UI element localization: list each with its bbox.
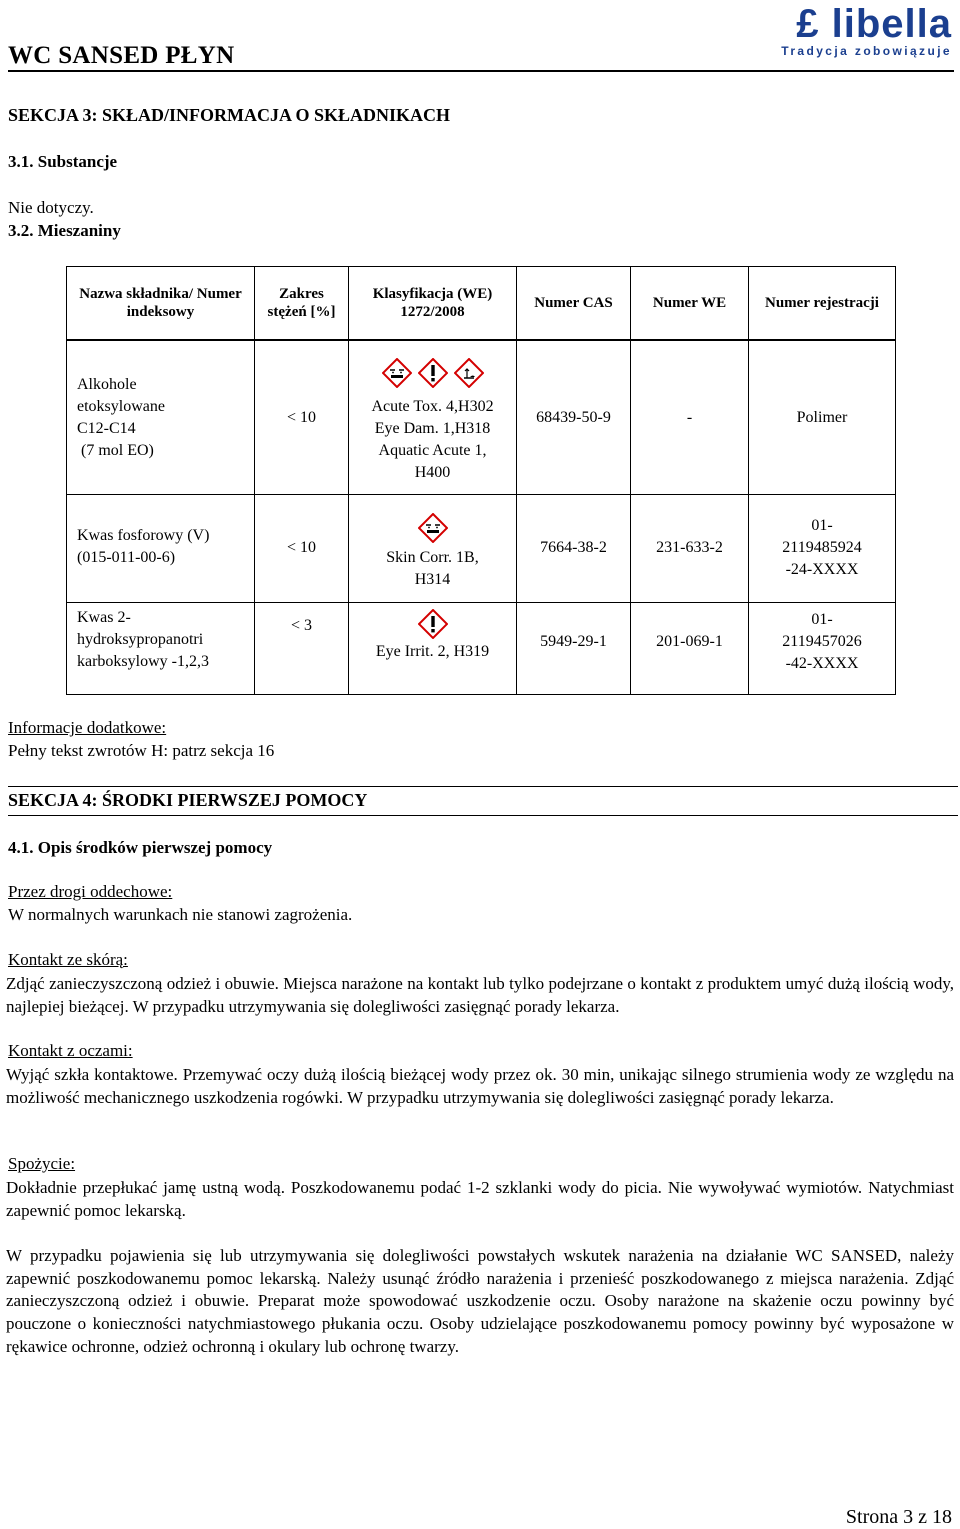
logo-wordmark: £ libella xyxy=(796,2,952,46)
cell-we: 201-069-1 xyxy=(631,603,749,695)
header-name: Nazwa składnika/ Numer indeksowy xyxy=(67,267,255,340)
table-row xyxy=(67,603,896,695)
cell-name xyxy=(67,495,255,603)
section-3-2-heading: 3.2. Mieszaniny xyxy=(8,221,121,240)
header-range: Zakres stężeń [%] xyxy=(255,267,349,340)
section-3-title: SEKCJA 3: SKŁAD/INFORMACJA O SKŁADNIKACH xyxy=(8,105,451,125)
composition-table xyxy=(66,266,896,695)
additional-info-label: Informacje dodatkowe: xyxy=(8,718,167,737)
pictogram-group xyxy=(353,609,512,641)
header-cas: Numer CAS xyxy=(517,267,631,340)
document-title: WC SANSED PŁYN xyxy=(8,42,235,69)
name-line: C12-C14 xyxy=(77,419,136,437)
header-we: Numer WE xyxy=(631,267,749,340)
header-classification: Klasyfikacja (WE) 1272/2008 xyxy=(349,267,517,340)
libella-logo xyxy=(762,4,952,58)
classification-line: H314 xyxy=(414,571,451,588)
cell-range: < 10 xyxy=(255,495,349,603)
cell-we: 231-633-2 xyxy=(631,495,749,603)
cell-name xyxy=(67,341,255,495)
registration-line: 01- xyxy=(811,611,833,628)
ingestion-text: Dokładnie przepłukać jamę ustną wodą. Poszkodowanemu podać 1-2 szklanki wody do picia. Nie wywoływać wymiotów. Natychmiast zapewnić pomoc lekarską. xyxy=(6,1178,954,1220)
table-row xyxy=(67,341,896,495)
section-3-1-text: Nie dotyczy. xyxy=(8,198,94,217)
cell-registration xyxy=(749,603,896,695)
cell-name xyxy=(67,603,255,695)
cell-cas: 5949-29-1 xyxy=(517,603,631,695)
classification-line: Aquatic Acute 1, xyxy=(378,441,487,459)
pictogram-group xyxy=(353,513,512,547)
general-first-aid-text: W przypadku pojawienia się lub utrzymywania się dolegliwości powstałych wskutek narażenia na działanie WC SANSED, należy zapewnić poszkodowanemu pomoc lekarską. Należy usunąć źródło narażenia i przenieść poszkodowanego z miejsca narażenia. Zdjąć zanieczyszczoną odzież i obuwie. Preparat może spowodować uszkodzenie oczu. Osoby narażone na skażenie oczu powinny być pouczone o konieczności natychmiastowego płukania oczu. Osoby udzielające poszkodowanemu pomocy powinny być wyposażone w rękawice ochronne, odzież ochronną i okulary lub ochronę twarzy. xyxy=(6,1246,954,1356)
header-rule xyxy=(8,70,954,72)
name-line: hydroksypropanotri xyxy=(77,631,204,648)
classification-line: Eye Irrit. 2, H319 xyxy=(375,643,490,660)
cell-classification xyxy=(349,341,517,495)
table-header-row xyxy=(67,267,896,340)
name-line: etoksylowane xyxy=(77,397,165,415)
cell-classification xyxy=(349,495,517,603)
registration-line: 2119485924 xyxy=(782,539,862,556)
name-line: (7 mol EO) xyxy=(81,441,154,459)
cell-registration xyxy=(749,341,896,495)
logo-tagline: Tradycja zobowiązuje xyxy=(781,44,952,58)
classification-line: Acute Tox. 4,H302 xyxy=(371,397,494,415)
name-line: (015-011-00-6) xyxy=(77,549,176,566)
environment-pictogram xyxy=(454,358,484,388)
corrosion-pictogram xyxy=(382,358,412,388)
cell-registration xyxy=(749,495,896,603)
registration-line: 01- xyxy=(811,517,833,534)
eye-contact-label: Kontakt z oczami: xyxy=(8,1041,133,1060)
registration-line: -24-XXXX xyxy=(785,561,859,578)
section-4-1-heading: 4.1. Opis środków pierwszej pomocy xyxy=(8,838,273,857)
section-3-1-heading: 3.1. Substancje xyxy=(8,152,118,171)
name-line: karboksylowy -1,2,3 xyxy=(77,653,209,670)
ingestion-label: Spożycie: xyxy=(8,1154,76,1173)
table-row xyxy=(67,495,896,603)
cell-classification xyxy=(349,603,517,695)
registration-line: 2119457026 xyxy=(782,633,862,650)
name-line: Alkohole xyxy=(77,375,137,393)
skin-contact-label: Kontakt ze skórą: xyxy=(8,950,128,969)
corrosion-pictogram xyxy=(418,513,448,543)
inhalation-text: W normalnych warunkach nie stanowi zagrożenia. xyxy=(8,905,353,924)
name-line: Kwas 2- xyxy=(77,609,131,626)
section-rule xyxy=(8,786,958,787)
pictogram-group xyxy=(353,358,512,396)
eye-contact-text: Wyjąć szkła kontaktowe. Przemywać oczy dużą ilością bieżącej wody przez ok. 30 min, unikając silnego strumienia wody ze względu na możliwość mechanicznego uszkodzenia rogówki. W przypadku utrzymywania się dolegliwości zasięgnąć porady lekarza. xyxy=(6,1065,954,1107)
exclamation-pictogram xyxy=(418,609,448,639)
registration-line: Polimer xyxy=(796,408,848,426)
cell-range: < 10 xyxy=(255,341,349,495)
registration-line: -42-XXXX xyxy=(785,655,859,672)
additional-info-text: Pełny tekst zwrotów H: patrz sekcja 16 xyxy=(8,741,275,760)
header-registration: Numer rejestracji xyxy=(749,267,896,340)
name-line: Kwas fosforowy (V) xyxy=(77,527,210,544)
cell-range: < 3 xyxy=(255,603,349,695)
classification-line: H400 xyxy=(414,463,451,481)
exclamation-pictogram xyxy=(418,358,448,388)
cell-cas: 7664-38-2 xyxy=(517,495,631,603)
cell-we: - xyxy=(631,341,749,495)
skin-contact-text: Zdjąć zanieczyszczoną odzież i obuwie. Miejsca narażone na kontakt lub tylko podejrzane o kontakt z produktem umyć dużą ilością wody, najlepiej bieżącej. W przypadku utrzymywania się dolegliwości zasięgnąć porady lekarza. xyxy=(6,974,954,1016)
classification-line: Eye Dam. 1,H318 xyxy=(374,419,491,437)
section-4-title: SEKCJA 4: ŚRODKI PIERWSZEJ POMOCY xyxy=(8,790,368,810)
classification-line: Skin Corr. 1B, xyxy=(386,549,479,566)
page-number: Strona 3 z 18 xyxy=(845,1506,952,1528)
inhalation-label: Przez drogi oddechowe: xyxy=(8,882,173,901)
cell-cas: 68439-50-9 xyxy=(517,341,631,495)
section-rule xyxy=(8,815,958,816)
